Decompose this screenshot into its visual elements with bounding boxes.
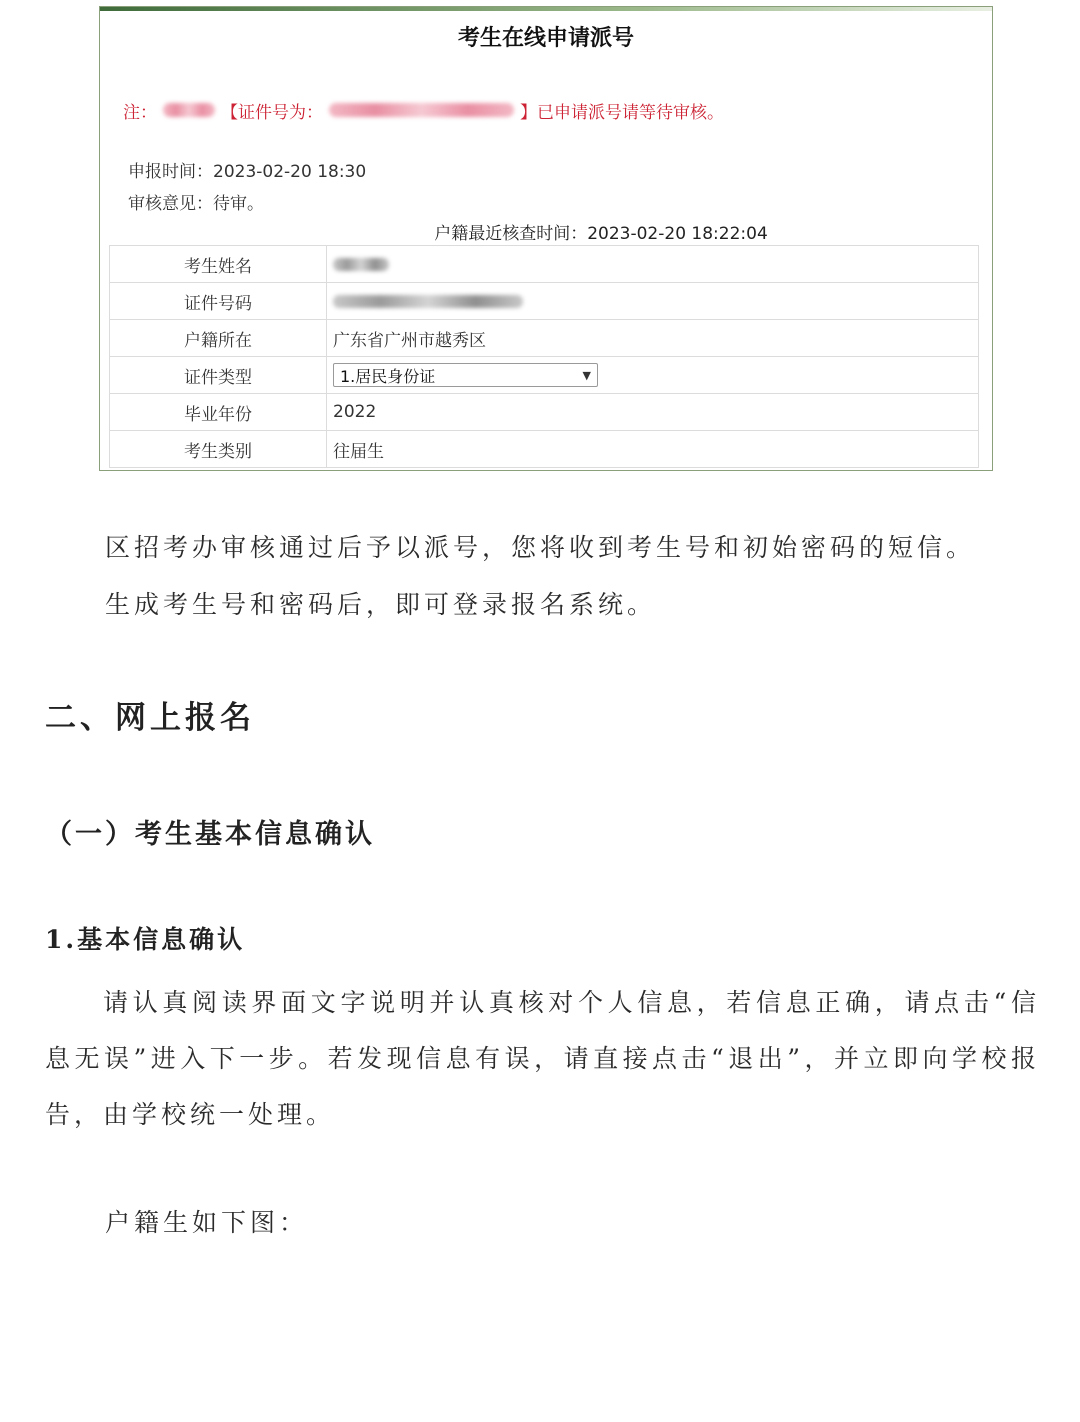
redacted-id-value xyxy=(333,295,523,308)
table-row xyxy=(110,431,979,468)
row-label: 毕业年份 xyxy=(110,394,327,431)
paragraph-figure-intro: 户籍生如下图： xyxy=(105,1208,309,1237)
row-value-category: 往届生 xyxy=(327,431,979,468)
instructions-text: 请认真阅读界面文字说明并认真核对个人信息，若信息正确，请点击“信息无误”进入下一步。若发现信息有误，请直接点击“退出”，并立即向学校报告，由学校统一处理。 xyxy=(45,988,1040,1129)
table-row xyxy=(110,394,979,431)
panel-title: 考生在线申请派号 xyxy=(457,26,634,51)
notice-id-label: 【证件号为： xyxy=(221,102,323,123)
review-opinion: 审核意见：待审。 xyxy=(128,194,264,214)
row-value-household: 广东省广州市越秀区 xyxy=(327,320,979,357)
row-value-id xyxy=(327,283,979,320)
notice-suffix: 】已申请派号请等待审核。 xyxy=(520,102,724,123)
paragraph-login-note: 生成考生号和密码后，即可登录报名系统。 xyxy=(105,590,657,619)
item-heading: 1.基本信息确认 xyxy=(45,925,246,954)
panel-top-bar xyxy=(100,7,992,11)
table-row xyxy=(110,320,979,357)
id-type-selected: 1.居民身份证 xyxy=(340,366,436,386)
id-type-select[interactable] xyxy=(333,363,598,387)
redacted-id-number xyxy=(329,103,514,117)
application-screenshot-panel xyxy=(99,6,993,471)
pending-notice xyxy=(123,95,724,125)
redacted-student-name xyxy=(333,258,389,271)
paragraph-instructions xyxy=(45,975,1040,1143)
household-check-time: 户籍最近核查时间：2023-02-20 18:22:04 xyxy=(434,224,768,244)
row-value-name xyxy=(327,246,979,283)
redacted-name xyxy=(163,103,215,117)
table-row xyxy=(110,246,979,283)
row-label: 考生类别 xyxy=(110,431,327,468)
subsection-heading: （一）考生基本信息确认 xyxy=(45,819,375,850)
paragraph-dispatch-note: 区招考办审核通过后予以派号，您将收到考生号和初始密码的短信。 xyxy=(105,533,976,562)
apply-time: 申报时间：2023-02-20 18:30 xyxy=(128,162,367,182)
table-row xyxy=(110,357,979,394)
row-label: 证件号码 xyxy=(110,283,327,320)
applicant-info-table xyxy=(109,245,979,468)
row-value-grad-year: 2022 xyxy=(327,394,979,431)
row-value-id-type xyxy=(327,357,979,394)
row-label: 考生姓名 xyxy=(110,246,327,283)
section-heading: 二、网上报名 xyxy=(45,700,255,736)
row-label: 证件类型 xyxy=(110,357,327,394)
chevron-down-icon: ▼ xyxy=(582,368,591,382)
row-label: 户籍所在 xyxy=(110,320,327,357)
notice-prefix: 注： xyxy=(123,102,157,123)
table-row xyxy=(110,283,979,320)
